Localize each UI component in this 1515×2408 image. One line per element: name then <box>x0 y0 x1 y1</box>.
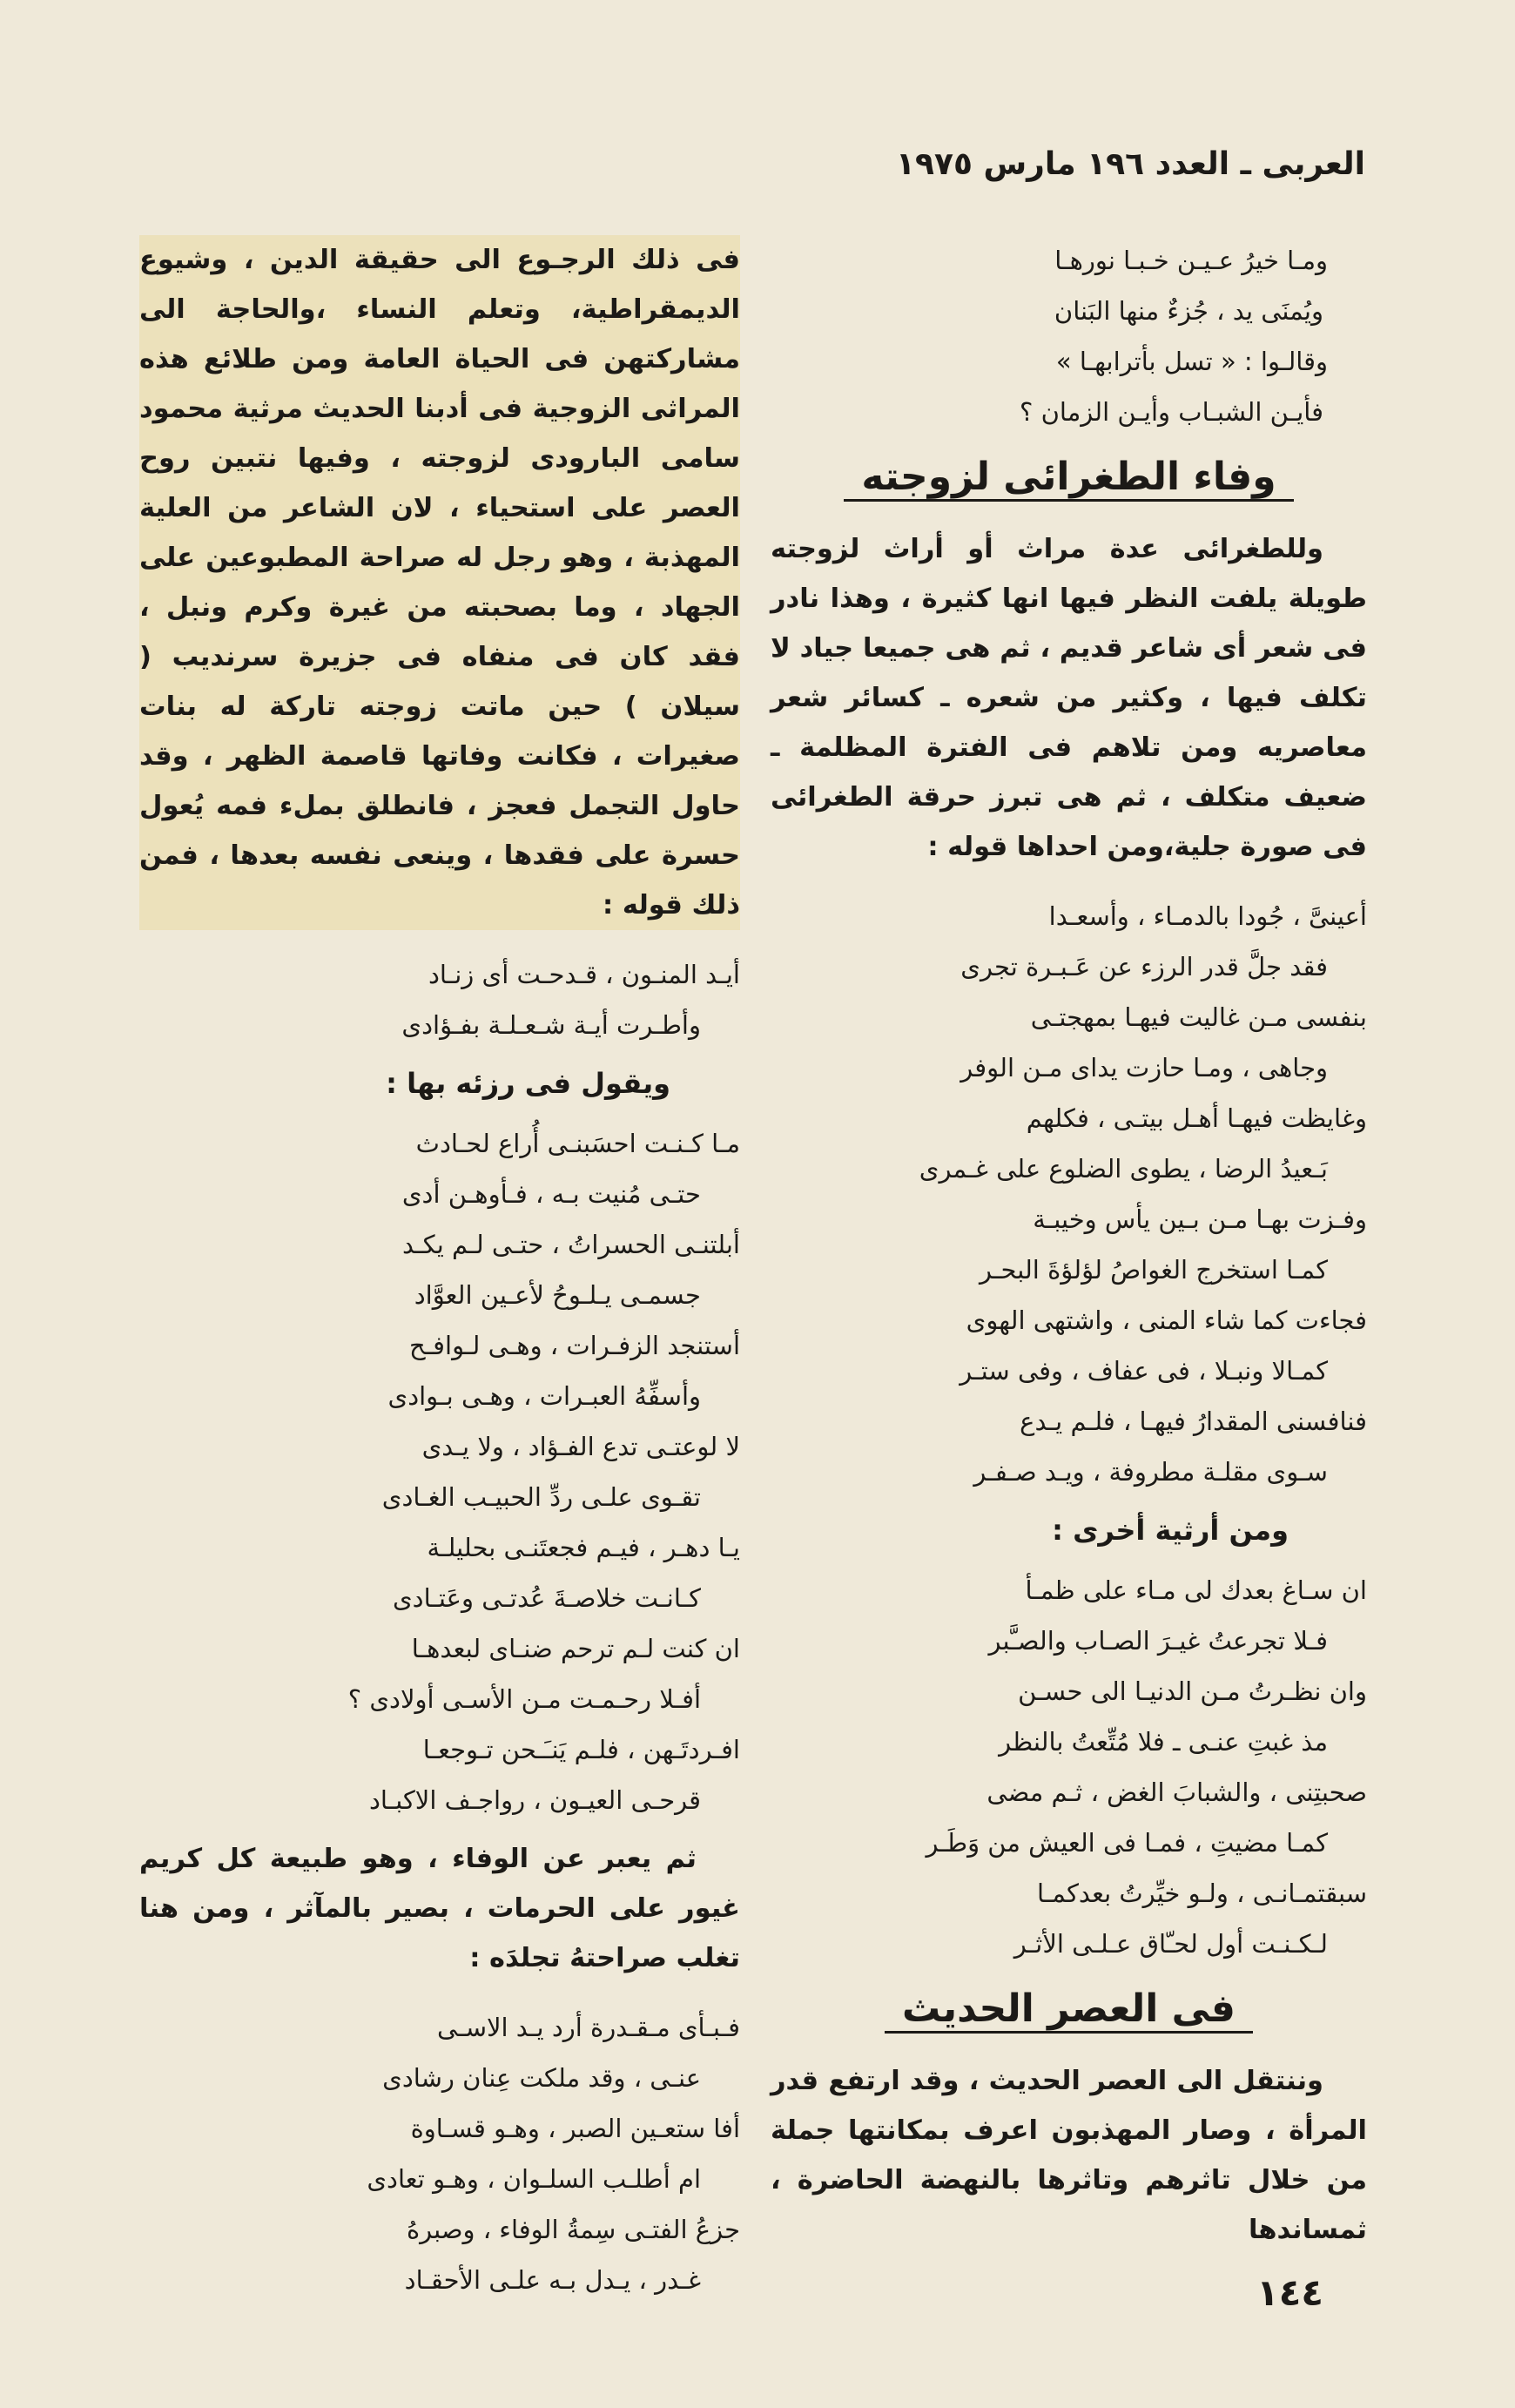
verse-line: مذ غبتِ عنـى ـ فلا مُتِّعتُ بالنظر <box>999 1727 1328 1757</box>
verse-line: وأطـرت أيـة شـعـلـة بفـؤادى <box>401 1010 701 1040</box>
verse-line: يـا دهـر ، فيـم فجعتَنـى بحليلـة <box>427 1533 740 1562</box>
verse-line: أفـلا رحـمـت مـن الأسـى أولادى ؟ <box>347 1684 701 1714</box>
verse-line: كمـا استخرج الغواصُ لؤلؤةَ البحـر <box>980 1255 1328 1285</box>
verse-line: أبلتنـى الحسراتُ ، حتـى لـم يكـد <box>402 1230 740 1259</box>
verse-line: لـكـنـت أول لحـّاق عـلـى الأثـر <box>1013 1929 1328 1959</box>
verse-line: سبقتمـانـى ، ولـو خيِّرتُ بعدكمـا <box>1036 1879 1367 1908</box>
verse-line: ويُمنَى يد ، جُزءٌ منها البَنان <box>1054 296 1323 326</box>
verse-line: ام أطلـب السلـوان ، وهـو تعادى <box>367 2164 701 2194</box>
verse-line: لا لوعتـى تدع الفـؤاد ، ولا يـدى <box>421 1432 740 1461</box>
verse-line: وقالـوا : « تسل بأترابهـا » <box>1055 347 1328 376</box>
verse-line: بنفسى مـن غاليت فيهـا بمهجتـى <box>1030 1002 1367 1032</box>
page-number: ١٤٤ <box>1256 2271 1323 2314</box>
verse-line: قرحـى العيـون ، رواجـف الاكبـاد <box>368 1785 701 1815</box>
verse-line: ومـا خيرُ عـيـن خـبـا نورهـا <box>1054 246 1328 275</box>
verse-line: كـانـت خلاصـةَ عُدتـى وعَتـادى <box>392 1583 701 1613</box>
verse-line: كمـا مضيتِ ، فمـا فى العيش من وَطَـر <box>926 1828 1328 1858</box>
verse-line: وفـزت بهـا مـن بـين يأس وخيبـة <box>1033 1204 1367 1234</box>
subheading: ومن أرثية أخرى : <box>1052 1514 1289 1547</box>
verse-line: أفا ستعـين الصبر ، وهـو قسـاوة <box>410 2114 740 2143</box>
section-heading-wrap <box>771 1986 1367 2034</box>
verse-line: عنـى ، وقد ملكت عِنان رشادى <box>382 2063 701 2093</box>
section-heading-underline <box>885 1986 1253 2034</box>
verse-line: صحبتِنى ، والشبابَ الغض ، ثـم مضى <box>986 1777 1367 1807</box>
verse-line: فقد جلَّ قدر الرزء عن عَـبـرة تجرى <box>960 952 1328 981</box>
verse-line: فجاءت كما شاء المنى ، واشتهى الهوى <box>966 1305 1367 1335</box>
verse-line: وان نظـرتُ مـن الدنيـا الى حسـن <box>1018 1676 1367 1706</box>
verse-line: فنافسنى المقدارُ فيهـا ، فلـم يـدع <box>1020 1406 1367 1436</box>
verse-line: وغايظت فيهـا أهـل بيتـى ، فكلهم <box>1026 1103 1367 1133</box>
right-column <box>771 235 1367 2255</box>
verse-line: ان كنت لـم ترحم ضنـاى لبعدهـا <box>411 1634 740 1663</box>
verse-line: مـا كـنـت احسَبنـى أُراع لحـادث <box>415 1129 740 1158</box>
verse-line: وجاهى ، ومـا حازت يداى مـن الوفر <box>960 1053 1328 1083</box>
verse-line: سـوى مقلـة مطروفة ، ويـد صـفـر <box>973 1457 1328 1487</box>
verse-line: فأيـن الشبـاب وأيـن الزمان ؟ <box>1019 397 1323 427</box>
verse-line: أستنجد الزفـرات ، وهـى لـوافـح <box>408 1331 740 1360</box>
section-heading-underline <box>844 455 1293 502</box>
section-heading: فى العصر الحديث <box>902 1986 1236 2031</box>
body-paragraph: وننتقل الى العصر الحديث ، وقد ارتفع قدر المرأة ، وصار المهذبون اعرف بمكانتها جملة من خلال تاثرهم وتاثرها بالنهضة الحاضرة ، ثمساندها <box>771 2066 1367 2245</box>
running-header: العربى ـ العدد ١٩٦ مارس ١٩٧٥ <box>896 146 1365 182</box>
verse-line: افـردتَـهن ، فلـم يَنـَـحن تـوجعـا <box>422 1735 740 1764</box>
section-heading: وفاء الطغرائى لزوجته <box>861 455 1276 499</box>
verse-line: أعينىَّ ، جُودا بالدمـاء ، وأسعـدا <box>1048 901 1367 931</box>
left-column <box>139 235 740 2305</box>
verse-line: كمـالا ونبـلا ، فى عفاف ، وفى ستـر <box>960 1356 1328 1386</box>
verse-line: بَـعيدُ الرضا ، يطوى الضلوع على غـمرى <box>919 1154 1328 1184</box>
verse-line: غـدر ، يـدل بـه علـى الأحقـاد <box>404 2265 701 2295</box>
body-paragraph: ثم يعبر عن الوفاء ، وهو طبيعة كل كريم غيور على الحرمات ، بصير بالمآثر ، ومن هنا تغلب صراحتهُ تجلدَه : <box>139 1844 740 1973</box>
verse-line: حتـى مُنيت بـه ، فـأوهـن أدى <box>401 1179 701 1209</box>
verse-line: فـبـأى مـقـدرة أرد يـد الاسـى <box>437 2013 740 2042</box>
verse-line: وأسفِّهُ العبـرات ، وهـى بـوادى <box>387 1381 701 1411</box>
body-paragraph: فى ذلك الرجـوع الى حقيقة الدين ، وشيوع الديمقراطية، وتعلم النساء ،والحاجة الى مشاركتهن فى الحياة العامة ومن طلائع هذه المراثى الزوجية فى أدبنا الحديث مرثية محمود سامى البارودى لزوجته ، وفيها نتبين روح العصر على استحياء ، لان الشاعر من العلية المهذبة ، وهو رجل له صراحة المطبوعين على الجهاد ، وما بصحبته من غيرة وكرم ونبل ، فقد كان فى منفاه فى جزيرة سرنديب ( سيلان ) حين ماتت زوجته تاركة له بنات صغيرات ، فكانت وفاتها قاصمة الظهر ، وقد حاول التجمل فعجز ، فانطلق بملء فمه يُعول حسرة على فقدها ، وينعى نفسه بعدها ، فمن ذلك قوله : <box>139 235 740 930</box>
section-heading-wrap <box>771 455 1367 502</box>
verse-line: تقـوى علـى ردِّ الحبيـب الغـادى <box>381 1482 701 1512</box>
verse-line: فـلا تجرعتُ غيـرَ الصـاب والصـَّبر <box>988 1626 1328 1656</box>
verse-line: جزعُ الفتـى سِمةُ الوفاء ، وصبرهُ <box>406 2215 740 2244</box>
verse-line: أيـد المنـون ، قـدحـت أى زنـاد <box>428 960 740 989</box>
subheading: ويقول فى رزئه بها : <box>386 1067 670 1100</box>
verse-line: ان سـاغ بعدك لى مـاء على ظمـأ <box>1025 1575 1367 1605</box>
verse-line: جسمـى يـلـوحُ لأعـين العوَّاد <box>414 1280 701 1310</box>
body-paragraph: وللطغرائى عدة مراث أو أراث لزوجته طويلة يلفت النظر فيها انها كثيرة ، وهذا نادر فى شعر أى شاعر قديم ، ثم هى جميعا جياد لا تكلف فيها ، وكثير من شعره ـ كسائر شعر معاصريه ومن تلاهم فى الفترة المظلمة ـ ضعيف متكلف ، ثم هى تبرز حرقة الطغرائى فى صورة جلية،ومن احداها قوله : <box>771 534 1367 862</box>
